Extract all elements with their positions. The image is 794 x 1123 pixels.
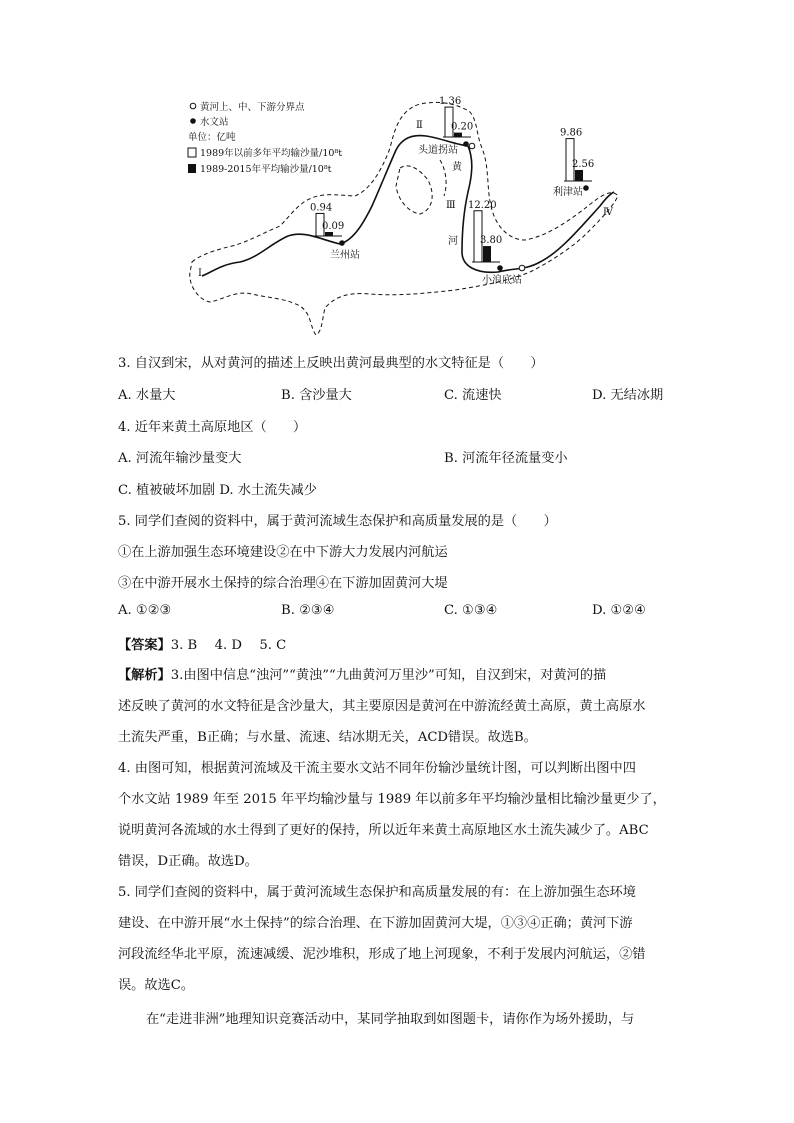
q4-option-a: A. 河流年输沙量变大 bbox=[118, 451, 242, 466]
bar-after-2 bbox=[483, 246, 491, 262]
basin-boundary bbox=[190, 102, 618, 335]
bar-after-1 bbox=[454, 133, 462, 137]
boundary-point-legend-icon bbox=[190, 103, 196, 109]
station-point-3 bbox=[583, 185, 589, 191]
q5-option-b: B. ②③④ bbox=[281, 603, 335, 618]
station-label-3: 利津站 bbox=[553, 187, 583, 198]
station-point-1 bbox=[463, 141, 469, 147]
answer-label: 【答案】 bbox=[118, 638, 171, 653]
sediment-bars bbox=[310, 96, 594, 286]
legend-station: 水文站 bbox=[200, 117, 229, 128]
bar-after-label-3: 2.56 bbox=[572, 158, 595, 170]
river-label-he: 河 bbox=[448, 236, 458, 247]
section-label-1: Ⅰ bbox=[198, 268, 202, 279]
station-label-2: 小浪底站 bbox=[482, 275, 522, 286]
bar-before-label-0: 0.94 bbox=[310, 202, 333, 214]
analysis-p2-line2: 个水文站 1989 年至 2015 年平均输沙量与 1989 年以前多年平均输沙量相比输沙量更少了， bbox=[118, 792, 666, 807]
q5-option-d: D. ①②④ bbox=[592, 603, 646, 618]
q3-option-d: D. 无结冰期 bbox=[592, 388, 664, 403]
boundary-point-upper-middle bbox=[469, 143, 475, 149]
q4-option-b: B. 河流年径流量变小 bbox=[444, 451, 568, 466]
q5-option-a: A. ①②③ bbox=[118, 603, 172, 618]
legend-series-after: 1989-2015年平均输沙量/10⁸t bbox=[200, 164, 332, 175]
after-series-legend-icon bbox=[188, 164, 196, 173]
bar-after-label-2: 3.80 bbox=[480, 235, 503, 247]
analysis-p1-line2: 述反映了黄河的水文特征是含沙量大，其主要原因是黄河在中游流经黄土高原，黄土高原水 bbox=[118, 699, 646, 714]
q4-option-cd: C. 植被破坏加剧 D. 水土流失减少 bbox=[118, 483, 317, 498]
legend-boundary-point: 黄河上、中、下游分界点 bbox=[200, 102, 305, 113]
yellow-river-map-figure bbox=[0, 0, 794, 345]
station-legend-icon bbox=[190, 118, 196, 124]
station-label-1: 头道拐站 bbox=[418, 145, 458, 156]
next-question-intro: 在“走进非洲”地理知识竞赛活动中，某同学抽取到如图题卡，请你作为场外援助，与 bbox=[146, 1012, 635, 1027]
station-label-0: 兰州站 bbox=[330, 250, 360, 261]
q5-option-c: C. ①③④ bbox=[444, 603, 498, 618]
inner-boundary-1 bbox=[396, 166, 432, 214]
analysis-paragraph-1 bbox=[118, 660, 676, 753]
q3-option-a: A. 水量大 bbox=[118, 388, 176, 403]
q5-statements-2: ③在中游开展水土保持的综合治理④在下游加固黄河大堤 bbox=[118, 576, 448, 591]
legend-series-before: 1989年以前多年平均输沙量/10⁸t bbox=[200, 148, 343, 159]
boundary-point-middle-lower bbox=[519, 265, 525, 271]
answer-text: 3. B 4. D 5. C bbox=[170, 638, 287, 653]
bar-after-label-1: 0.20 bbox=[451, 121, 474, 133]
analysis-p3-line1: 5. 同学们查阅的资料中，属于黄河流域生态保护和高质量发展的有：在上游加强生态环境 bbox=[118, 885, 636, 900]
q4-stem: 4. 近年来黄土高原地区（ ） bbox=[118, 420, 307, 435]
analysis-paragraph-2 bbox=[118, 753, 676, 877]
bar-before-label-3: 9.86 bbox=[560, 127, 583, 139]
q3-option-c: C. 流速快 bbox=[444, 388, 502, 403]
answer-line bbox=[118, 634, 286, 653]
section-label-3: Ⅲ bbox=[446, 200, 456, 211]
analysis-paragraph-3 bbox=[118, 877, 676, 1001]
bar-before-label-1: 1.36 bbox=[439, 96, 462, 108]
river-label-huang: 黄 bbox=[452, 162, 462, 173]
analysis-p1-line3: 土流失严重，B正确；与水量、流速、结冰期无关，ACD错误。故选B。 bbox=[118, 730, 537, 745]
q3-option-b: B. 含沙量大 bbox=[281, 388, 352, 403]
bar-after-3 bbox=[575, 170, 583, 181]
before-series-legend-icon bbox=[188, 148, 196, 157]
analysis-p3-line2: 建设、在中游开展“水土保持”的综合治理、在下游加固黄河大堤，①③④正确；黄河下游 bbox=[118, 916, 633, 931]
station-point-0 bbox=[339, 240, 345, 246]
bar-before-label-2: 12.20 bbox=[468, 199, 497, 211]
station-point-2 bbox=[497, 265, 503, 271]
analysis-p1-line1: 【解析】3.由图中信息“浊河”“黄浊”“九曲黄河万里沙”可知，自汉到宋，对黄河的描 bbox=[118, 668, 607, 683]
analysis-p3-line3: 河段流经华北平原，流速减缓、泥沙堆积，形成了地上河现象，不利于发展内河航运，②错 bbox=[118, 947, 646, 962]
q5-stem: 5. 同学们查阅的资料中，属于黄河流域生态保护和高质量发展的是（ ） bbox=[118, 514, 557, 529]
analysis-p2-line1: 4. 由图可知，根据黄河流域及干流主要水文站不同年份输沙量统计图，可以判断出图中四 bbox=[118, 761, 636, 776]
analysis-p3-line4: 误。故选C。 bbox=[118, 978, 195, 993]
analysis-p2-line4: 错误，D正确。故选D。 bbox=[118, 854, 258, 869]
bar-after-label-0: 0.09 bbox=[322, 221, 345, 232]
section-label-4: Ⅳ bbox=[603, 207, 613, 218]
map-legend bbox=[188, 101, 342, 175]
q3-stem: 3. 自汉到宋，从对黄河的描述上反映出黄河最典型的水文特征是（ ） bbox=[118, 356, 544, 371]
analysis-label: 【解析】 bbox=[118, 668, 171, 683]
legend-unit: 单位：亿吨 bbox=[188, 132, 236, 143]
bar-after-0 bbox=[325, 232, 333, 236]
q5-statements-1: ①在上游加强生态环境建设②在中下游大力发展内河航运 bbox=[118, 545, 448, 560]
inner-boundary-2 bbox=[440, 160, 446, 196]
analysis-p2-line3: 说明黄河各流域的水土得到了更好的保持，所以近年来黄土高原地区水土流失减少了。ABC bbox=[118, 823, 649, 838]
section-label-2: Ⅱ bbox=[416, 120, 423, 131]
